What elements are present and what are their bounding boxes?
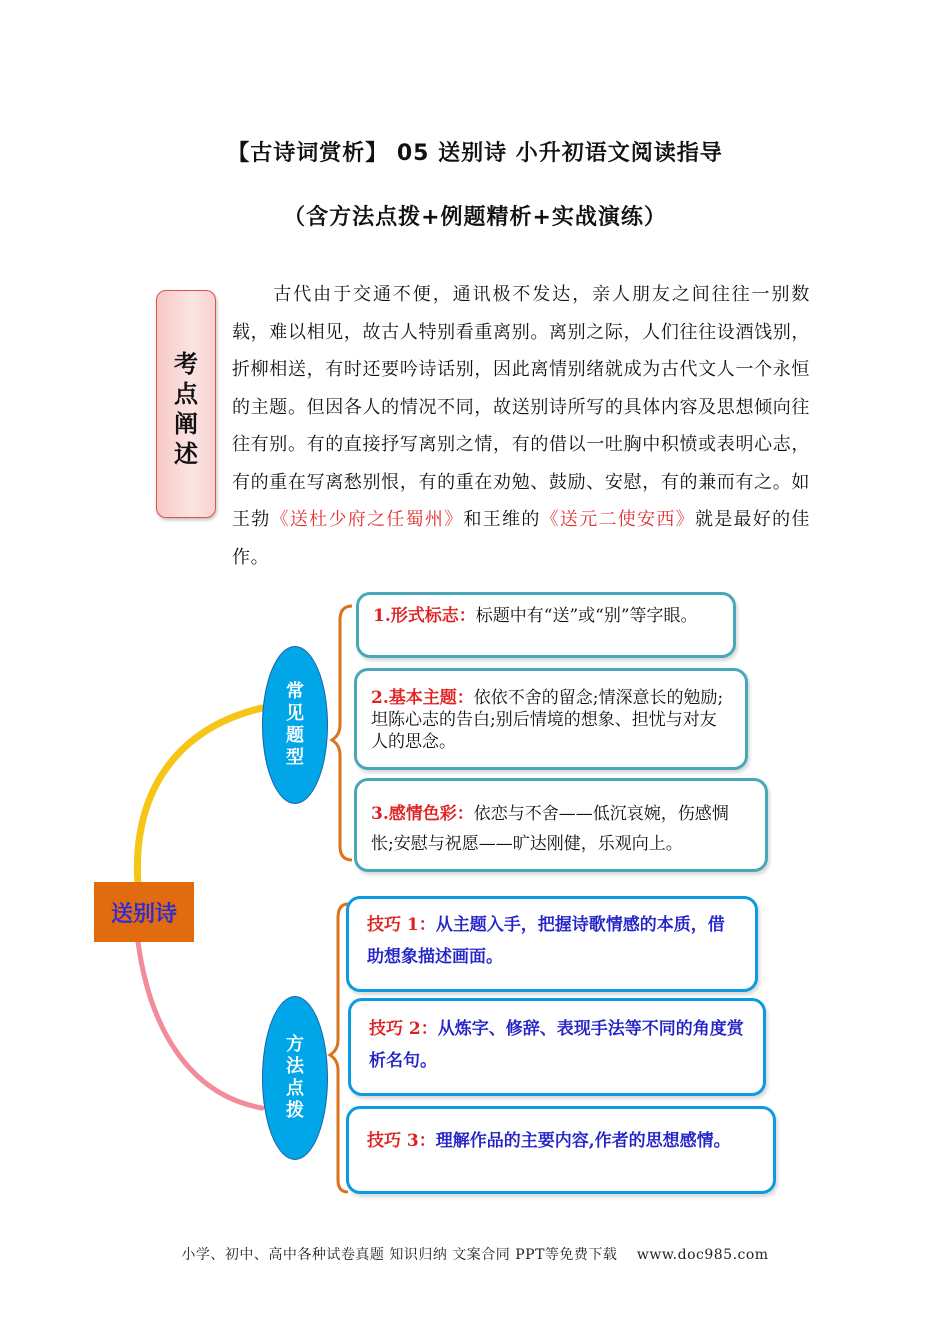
branch-node-methods [262,996,328,1160]
method-item-2-text: 从炼字、修辞、表现手法等不同的角度赏析名句。 [369,1019,744,1071]
paragraph-text-2: 和王维的 [463,509,541,530]
method-item-3-label: 技巧 3： [367,1131,436,1151]
paragraph-text-1: 古代由于交通不便，通讯极不发达，亲人朋友之间往往一别数载，难以相见，故古人特别看重离别。离别之际，人们往往设酒饯别，折柳相送，有时还要吟诗话别，因此离情别绪就成为古代文人一个永恒的主题。但因各人的情况不同，故送别诗所写的具体内容及思想倾向往往有别。有的直接抒写离别之情，有的借以一吐胸中积愤或表明心志，有的重在写离愁别恨，有的重在劝勉、鼓励、安慰，有的兼而有之。如王勃 [232,284,810,530]
section-tag-char: 点 [174,379,198,408]
type-item-2 [354,668,748,770]
method-item-1 [346,896,758,992]
center-node-label: 送别诗 [110,900,177,927]
type-item-1-text: 标题中有“送”或“别”等字眼。 [475,606,698,626]
document-subtitle: （含方法点拨+例题精析+实战演练） [283,205,667,230]
method-item-2 [348,998,766,1096]
method-item-2-label: 技巧 2： [369,1019,438,1039]
type-item-1-label: 1.形式标志： [373,606,476,626]
lower-connector [138,942,262,1108]
method-item-1-text: 从主题入手，把握诗歌情感的本质，借助想象描述画面。 [367,915,725,967]
type-item-3-label: 3.感情色彩： [371,804,474,824]
mindmap-center-node [94,882,194,942]
document-title: 【古诗词赏析】 05 送别诗 小升初语文阅读指导 [227,141,723,166]
branch-label-common-types: 常见题型 [286,681,304,768]
type-item-2-text: 依依不舍的留念;情深意长的勉励;坦陈心志的告白;别后情境的想象、担忧与对友人的思念。 [371,688,724,752]
type-item-2-label: 2.基本主题： [371,688,474,708]
type-item-3-text: 依恋与不舍——低沉哀婉，伤感惆怅;安慰与祝愿——旷达刚健，乐观向上。 [371,804,729,854]
method-item-3-text: 理解作品的主要内容,作者的思想感情。 [435,1131,731,1151]
page-footer: 小学、初中、高中各种试卷真题 知识归纳 文案合同 PPT等免费下载 www.doc985.com [181,1247,769,1263]
upper-connector [137,708,262,884]
section-tag-char: 阐 [174,409,198,438]
section-tag-char: 述 [174,439,198,468]
branch-node-common-types [262,646,328,804]
branch-label-methods: 方法点拨 [286,1034,304,1121]
poem-title-2: 《送元二使安西》 [540,509,695,530]
paragraph-text-3: 就是最好的佳作。 [232,509,810,568]
upper-bracket [332,606,352,860]
section-tag-char: 考 [174,349,198,378]
type-item-3 [354,778,768,872]
type-item-1 [356,592,736,658]
method-item-3 [346,1106,776,1194]
method-item-1-label: 技巧 1： [367,915,436,935]
poem-title-1: 《送杜少府之任蜀州》 [270,509,464,530]
